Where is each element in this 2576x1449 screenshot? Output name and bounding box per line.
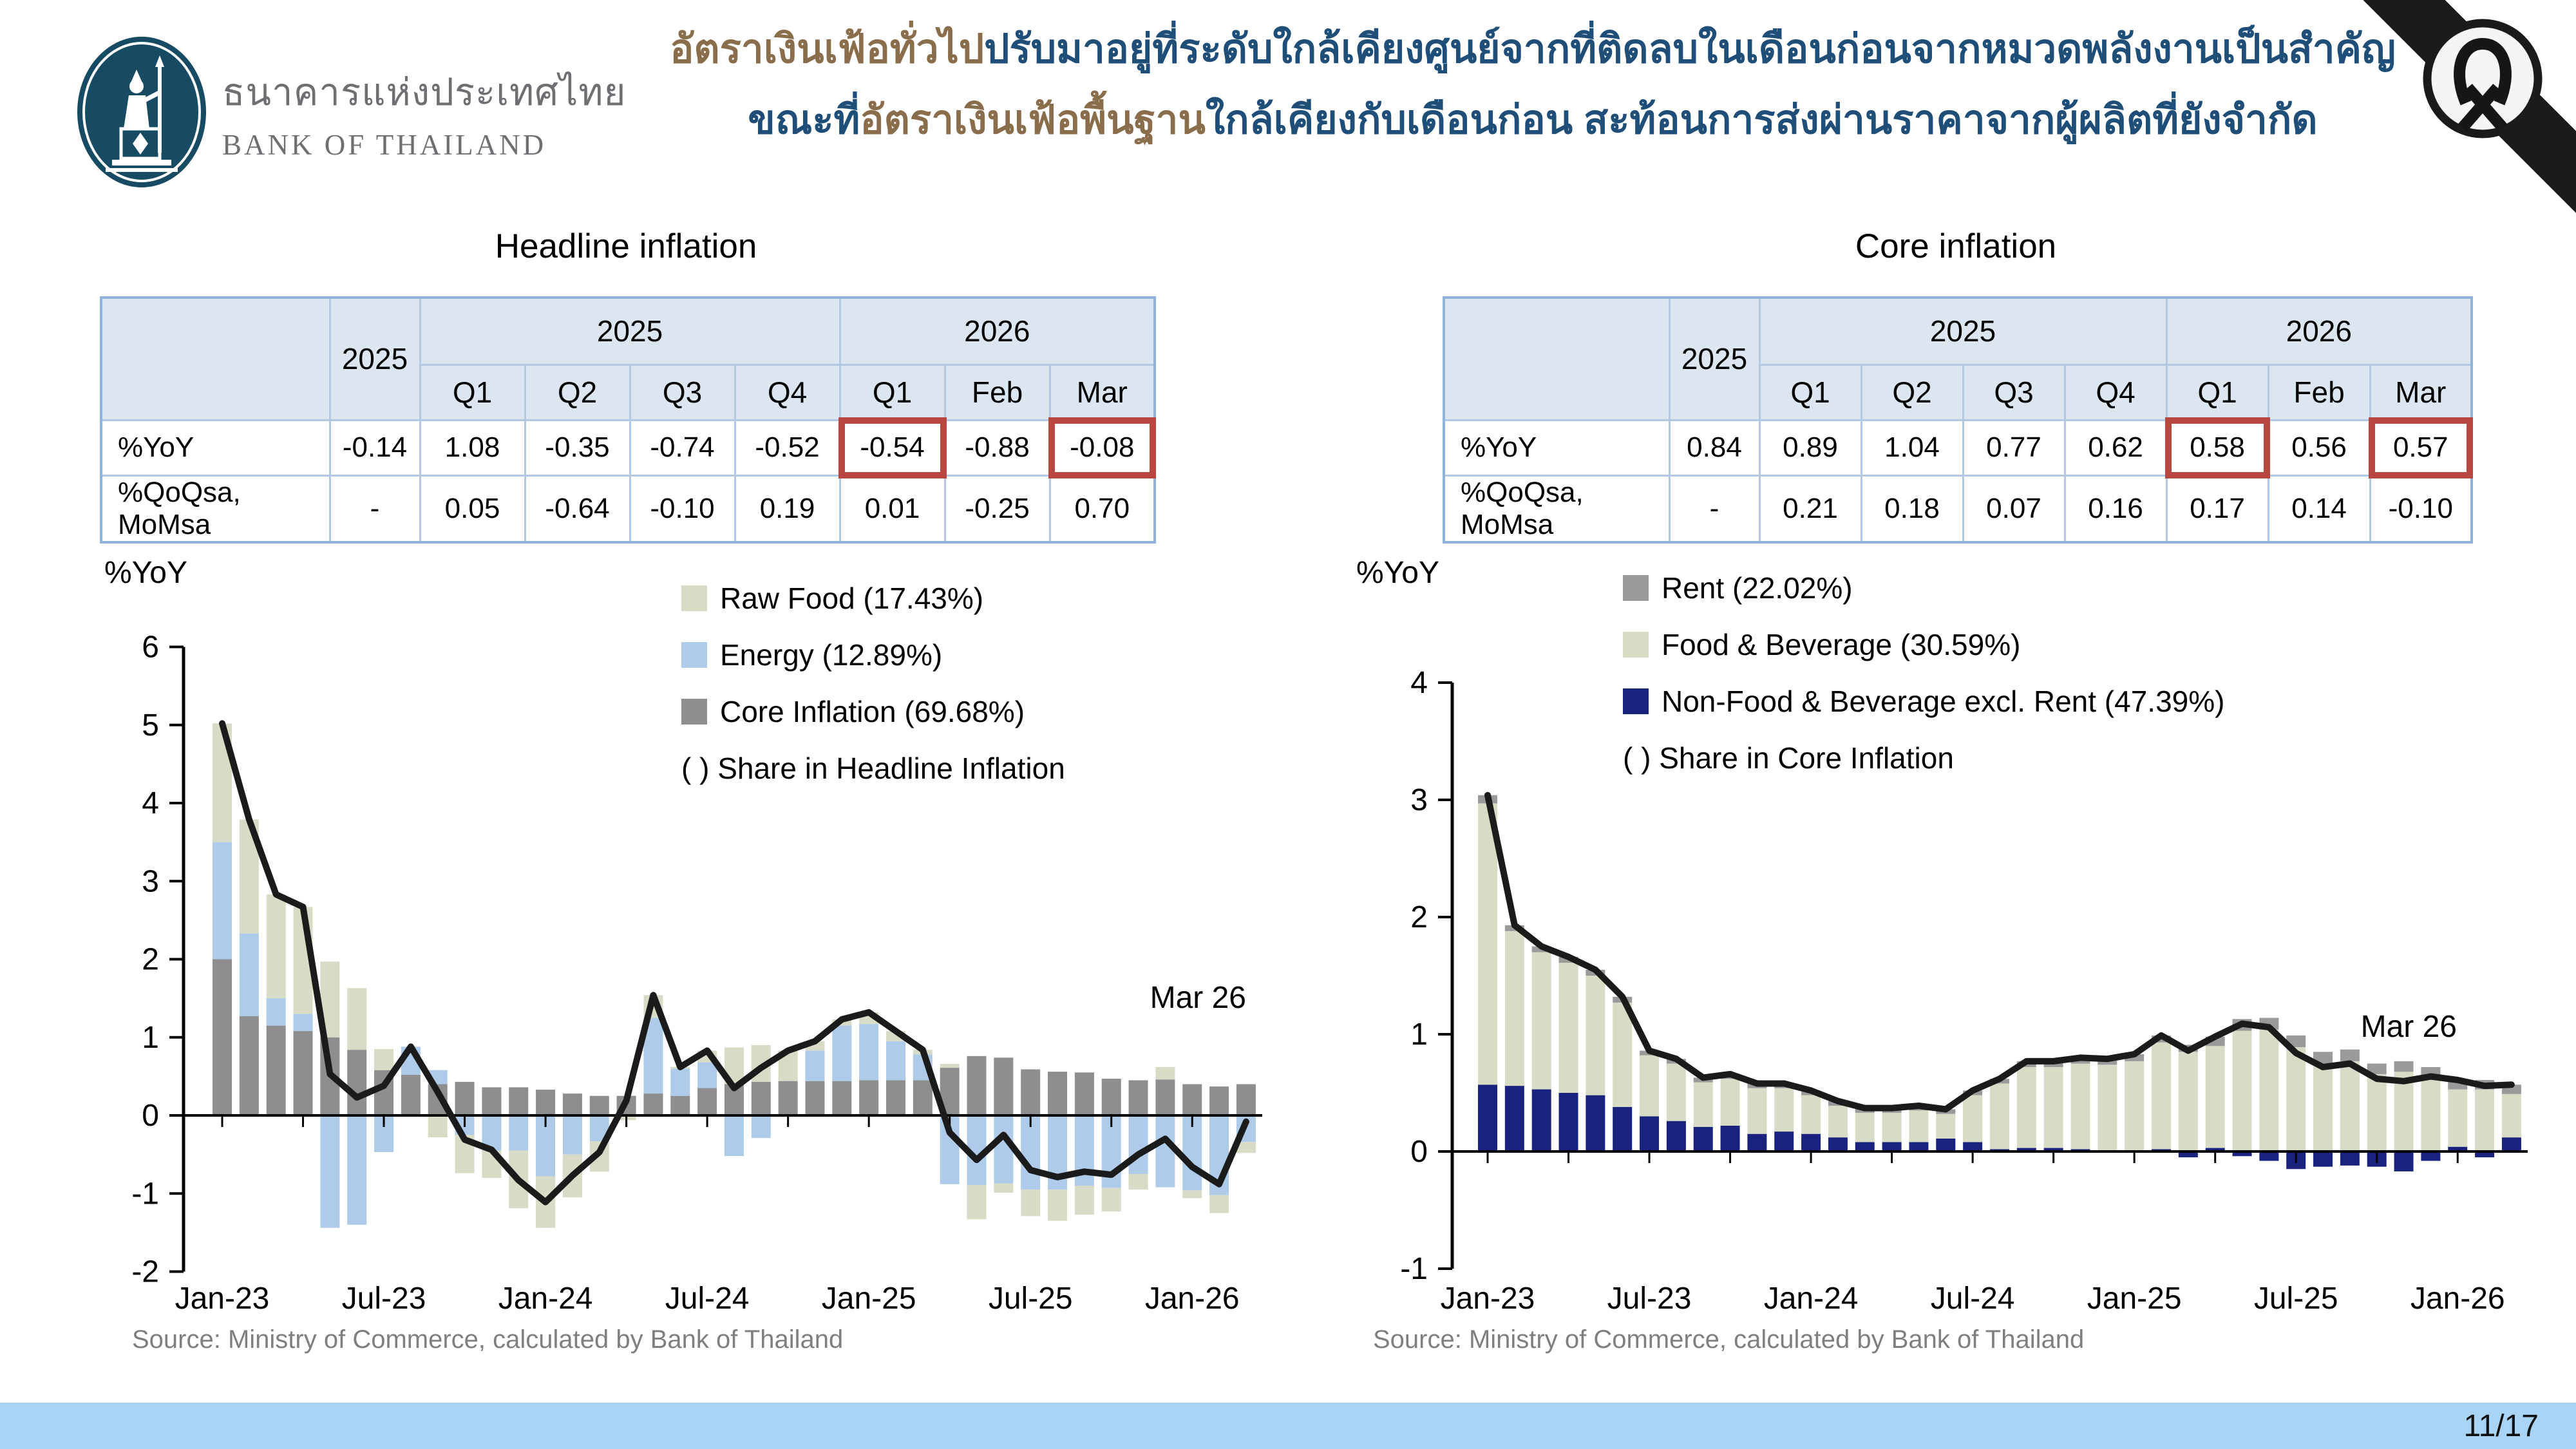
value-cell: 0.89 bbox=[1759, 420, 1861, 475]
corner-cell bbox=[1444, 298, 1669, 420]
value-cell: -0.52 bbox=[735, 420, 840, 475]
year-group-header: 2025 bbox=[1759, 298, 2166, 365]
svg-text:Jul-23: Jul-23 bbox=[341, 1282, 426, 1316]
bank-of-thailand-logo-icon bbox=[70, 33, 218, 194]
slide-title-line2 bbox=[631, 85, 2434, 156]
core-chart-ylabel: %YoY bbox=[1356, 556, 1439, 590]
legend-item bbox=[1623, 571, 2224, 605]
legend-swatch-icon bbox=[1623, 575, 1649, 601]
legend-label: Raw Food (17.43%) bbox=[720, 582, 984, 615]
value-cell: 0.01 bbox=[840, 475, 945, 542]
svg-text:Jan-23: Jan-23 bbox=[175, 1282, 270, 1316]
svg-text:1: 1 bbox=[142, 1020, 159, 1055]
value-cell: 0.05 bbox=[420, 475, 525, 542]
legend-label: Energy (12.89%) bbox=[720, 638, 943, 672]
value-cell: 0.21 bbox=[1759, 475, 1861, 542]
svg-text:Jan-26: Jan-26 bbox=[1144, 1282, 1240, 1316]
page-number: 11/17 bbox=[2463, 1408, 2539, 1443]
row-label: %YoY bbox=[101, 420, 330, 475]
slide-title-line1 bbox=[631, 14, 2434, 85]
svg-text:-1: -1 bbox=[1400, 1252, 1428, 1286]
legend-item bbox=[1623, 684, 2224, 719]
title-headline-term: อัตราเงินเฟ้อทั่วไป bbox=[670, 27, 985, 71]
legend-item bbox=[681, 638, 1065, 672]
headline-section-title: Headline inflation bbox=[495, 227, 757, 265]
period-column-header: Feb bbox=[945, 365, 1050, 420]
svg-text:3: 3 bbox=[1410, 783, 1428, 817]
value-cell: 0.18 bbox=[1861, 475, 1963, 542]
legend-label: Core Inflation (69.68%) bbox=[720, 695, 1025, 728]
period-column-header: Q3 bbox=[630, 365, 735, 420]
period-column-header: Q1 bbox=[420, 365, 525, 420]
legend-item bbox=[681, 694, 1065, 729]
legend-swatch-icon bbox=[1623, 688, 1649, 714]
legend-label: Food & Beverage (30.59%) bbox=[1662, 628, 2021, 661]
footer-bar bbox=[0, 1403, 2576, 1449]
period-column-header: Q2 bbox=[525, 365, 630, 420]
value-cell: 0.14 bbox=[2268, 475, 2370, 542]
legend-label: Non-Food & Beverage excl. Rent (47.39%) bbox=[1662, 685, 2225, 718]
org-name-thai: ธนาคารแห่งประเทศไทย bbox=[222, 71, 627, 113]
svg-text:-1: -1 bbox=[131, 1177, 159, 1211]
value-cell: - bbox=[1669, 475, 1759, 542]
svg-text:5: 5 bbox=[142, 708, 159, 743]
value-cell: 0.16 bbox=[2065, 475, 2166, 542]
headline-chart-legend bbox=[681, 581, 1065, 786]
period-column-header: Q1 bbox=[1759, 365, 1861, 420]
value-cell: 0.07 bbox=[1963, 475, 2065, 542]
svg-text:4: 4 bbox=[1410, 666, 1428, 700]
value-cell: 0.84 bbox=[1669, 420, 1759, 475]
core-section-title: Core inflation bbox=[1855, 227, 2057, 265]
value-cell: 1.04 bbox=[1861, 420, 1963, 475]
svg-text:Jul-24: Jul-24 bbox=[665, 1282, 750, 1316]
value-cell: -0.64 bbox=[525, 475, 630, 542]
value-cell: 0.56 bbox=[2268, 420, 2370, 475]
value-cell: - bbox=[330, 475, 420, 542]
value-cell: -0.14 bbox=[330, 420, 420, 475]
period-column-header: Mar bbox=[1050, 365, 1155, 420]
value-cell: -0.08 bbox=[1050, 420, 1155, 475]
headline-source-note: Source: Ministry of Commerce, calculated by Bank of Thailand bbox=[132, 1325, 844, 1354]
svg-text:-2: -2 bbox=[131, 1255, 159, 1289]
value-cell: -0.74 bbox=[630, 420, 735, 475]
value-cell: 0.57 bbox=[2370, 420, 2472, 475]
corner-cell bbox=[101, 298, 330, 420]
svg-text:Jul-25: Jul-25 bbox=[988, 1282, 1073, 1316]
org-names bbox=[222, 62, 626, 162]
value-cell: 0.77 bbox=[1963, 420, 2065, 475]
svg-text:0: 0 bbox=[1410, 1135, 1428, 1169]
value-cell: 0.62 bbox=[2065, 420, 2166, 475]
period-column-header: Feb bbox=[2268, 365, 2370, 420]
svg-text:Jul-24: Jul-24 bbox=[1930, 1282, 2015, 1316]
title-core-term: อัตราเงินเฟ้อพื้นฐาน bbox=[860, 98, 1206, 143]
svg-text:Jan-23: Jan-23 bbox=[1440, 1282, 1535, 1316]
svg-text:Jan-25: Jan-25 bbox=[2087, 1282, 2182, 1316]
value-cell: -0.10 bbox=[630, 475, 735, 542]
value-cell: -0.54 bbox=[840, 420, 945, 475]
svg-text:Jan-25: Jan-25 bbox=[821, 1282, 916, 1316]
title-line1-text: ปรับมาอยู่ที่ระดับใกล้เคียงศูนย์จากที่ติดลบในเดือนก่อนจากหมวดพลังงานเป็นสำคัญ bbox=[984, 27, 2396, 71]
period-column-header: Q4 bbox=[2065, 365, 2166, 420]
title-line2-text: ใกล้เคียงกับเดือนก่อน สะท้อนการส่งผ่านราคาจากผู้ผลิตที่ยังจำกัด bbox=[1205, 98, 2318, 143]
svg-text:4: 4 bbox=[142, 786, 159, 820]
period-column-header: Q1 bbox=[840, 365, 945, 420]
core-chart-legend bbox=[1623, 571, 2224, 775]
svg-text:Jul-25: Jul-25 bbox=[2253, 1282, 2338, 1316]
value-cell: -0.35 bbox=[525, 420, 630, 475]
value-cell: -0.25 bbox=[945, 475, 1050, 542]
svg-text:3: 3 bbox=[142, 864, 159, 899]
value-cell: -0.88 bbox=[945, 420, 1050, 475]
row-label: %YoY bbox=[1444, 420, 1669, 475]
period-column-header: Mar bbox=[2370, 365, 2472, 420]
annual-column-header: 2025 bbox=[330, 298, 420, 420]
svg-text:Jan-24: Jan-24 bbox=[1763, 1282, 1859, 1316]
core-inflation-table bbox=[1443, 296, 2470, 544]
headline-chart-ylabel: %YoY bbox=[104, 556, 187, 590]
value-cell: 0.70 bbox=[1050, 475, 1155, 542]
value-cell: 0.19 bbox=[735, 475, 840, 542]
svg-text:6: 6 bbox=[142, 630, 159, 665]
value-cell: -0.10 bbox=[2370, 475, 2472, 542]
last-point-annotation: Mar 26 bbox=[2360, 1010, 2457, 1044]
svg-text:0: 0 bbox=[142, 1099, 159, 1133]
svg-text:Jul-23: Jul-23 bbox=[1607, 1282, 1692, 1316]
slide-title bbox=[631, 14, 2434, 156]
core-source-note: Source: Ministry of Commerce, calculated by Bank of Thailand bbox=[1373, 1325, 2085, 1354]
org-name-english: BANK OF THAILAND bbox=[222, 129, 547, 161]
value-cell: 1.08 bbox=[420, 420, 525, 475]
legend-item bbox=[681, 581, 1065, 616]
svg-text:2: 2 bbox=[1410, 900, 1428, 934]
legend-share-note: ( ) Share in Headline Inflation bbox=[681, 752, 1065, 785]
legend-swatch-icon bbox=[1623, 632, 1649, 658]
legend-share-note: ( ) Share in Core Inflation bbox=[1623, 741, 1954, 775]
svg-text:Jan-24: Jan-24 bbox=[498, 1282, 593, 1316]
annual-column-header: 2025 bbox=[1669, 298, 1759, 420]
mourning-ribbon-icon bbox=[2357, 0, 2576, 219]
legend-swatch-icon bbox=[681, 585, 707, 611]
data-table bbox=[1443, 296, 2473, 544]
svg-text:1: 1 bbox=[1410, 1018, 1428, 1052]
svg-text:2: 2 bbox=[142, 942, 159, 977]
value-cell: 0.17 bbox=[2166, 475, 2268, 542]
period-column-header: Q1 bbox=[2166, 365, 2268, 420]
legend-item bbox=[1623, 627, 2224, 662]
last-point-annotation: Mar 26 bbox=[1150, 981, 1246, 1015]
legend-label: Rent (22.02%) bbox=[1662, 571, 1853, 605]
title-line2-lead: ขณะที่ bbox=[748, 98, 860, 143]
row-label: %QoQsa, MoMsa bbox=[101, 475, 330, 542]
svg-text:Jan-26: Jan-26 bbox=[2410, 1282, 2505, 1316]
data-table bbox=[100, 296, 1156, 544]
period-column-header: Q4 bbox=[735, 365, 840, 420]
year-group-header: 2025 bbox=[420, 298, 840, 365]
row-label: %QoQsa, MoMsa bbox=[1444, 475, 1669, 542]
legend-swatch-icon bbox=[681, 699, 707, 724]
legend-swatch-icon bbox=[681, 642, 707, 668]
period-column-header: Q2 bbox=[1861, 365, 1963, 420]
value-cell: 0.58 bbox=[2166, 420, 2268, 475]
headline-inflation-table bbox=[100, 296, 1153, 544]
year-group-header: 2026 bbox=[840, 298, 1155, 365]
period-column-header: Q3 bbox=[1963, 365, 2065, 420]
year-group-header: 2026 bbox=[2166, 298, 2472, 365]
